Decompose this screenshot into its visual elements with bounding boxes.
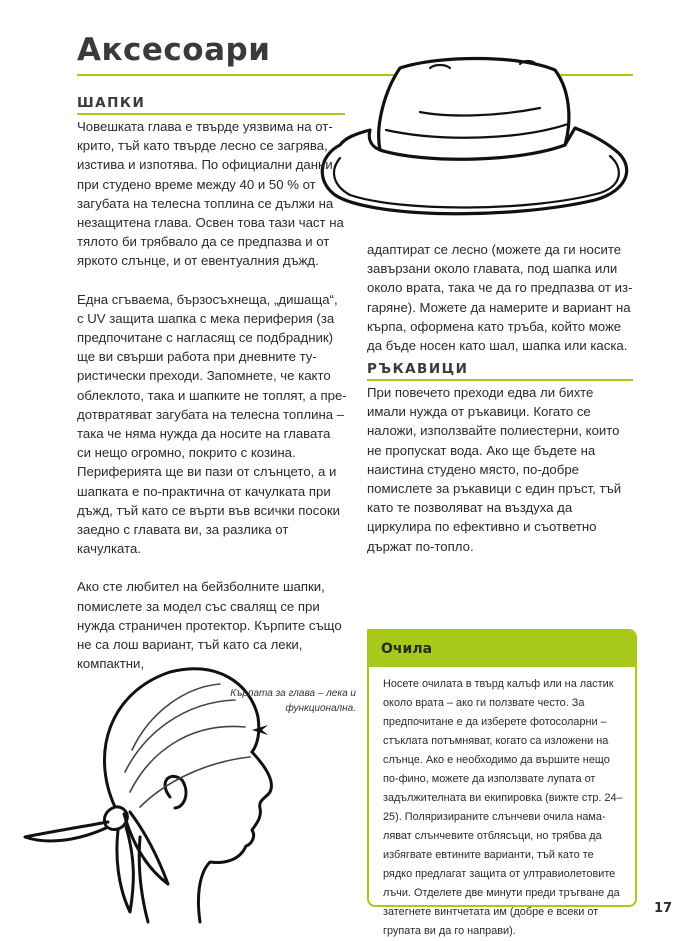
hats-continuation: адаптират се лесно (можете да ги носите завързани около главата, под шапка или около врата, така че да го предпазва от изгаряне). Можете да намерите и вариант на кърпа, оформена като тръба, който може да бъде носен като шал, шапка или каска. <box>367 242 633 354</box>
hats-paragraph-1: Човешката глава е твърде уязвима на открито, тъй като твърде лесно се загрява, изстива и изпотява. По официални данни при студено време между 40 и 50 % от загубата на телесна топлина се дължи на незащитена глава. Освен това тази част на тялото би трябвало да се предпазва и от яркото слънце, и от евентуалния дъжд. <box>77 119 344 269</box>
page-number: 17 <box>654 901 673 916</box>
gloves-heading-rule <box>367 379 633 381</box>
hats-heading: ШАПКИ <box>77 95 146 111</box>
page-title: Аксесоари <box>77 32 271 68</box>
sunglasses-box-title: Очила <box>381 641 433 657</box>
hats-paragraph-2: Една сгъваема, бързосъхнеща, „дишаща“, с UV защита шапка с мека периферия (за предпочитане с нагласящ се подбрадник) ще ви свърши работа при дневните туристически преходи. Запомнете, че както облеклото, така и шапките не топлят, а предотвратяват загубата на телесна топлина – така че няма нужда да носите на главата си нещо огромно, покрито с козина. Периферията ще ви пази от слънцето, а и шапката е по-практична от качулката при дъжд, тъй като се върти във всички посоки заедно с главата ви, за разлика от качулката. <box>77 291 347 557</box>
brimmed-hat-icon <box>310 50 640 225</box>
sunglasses-box-text: Носете очилата в твърд калъф или на ластик около врата – ако ги ползвате често. За предпочитане е да изберете фотосоларни – стъклата потъмняват, когато са изложени на слънце. Ако е необходимо да вършите нещо по-фино, можете да използвате лупата от задължителната ви екипировка (вижте стр. 24–25). Поляризираните слънчеви очила намаляват слънчевите отблясъци, но трябва да избягвате евтините варианти, тъй като те рядко предлагат защита от ултравиолетовите лъчи. Отделете две минути преди тръгване да затегнете винтчетата им (добре е всеки от групата ви да го направи). <box>383 678 623 937</box>
illustration-caption: Кърпата за глава – лека и функционална. <box>230 688 356 714</box>
hats-column <box>77 117 347 673</box>
hat-rule <box>560 74 633 76</box>
sunglasses-box <box>367 629 637 937</box>
gloves-text: При повечето преходи едва ли бихте имали нужда от ръкавици. Когато се наложи, използвайте полиестерни, които не пропускат вода. Ако ще бъдете на наистина студено място, по-добре помислете за ръкавици с един пръст, тъй като те позволяват на въздуха да циркулира по ефективно и съответно държат по-топло. <box>367 385 622 554</box>
hats-heading-rule <box>77 113 345 115</box>
caption-arrow-icon <box>252 725 268 735</box>
sunglasses-box-header <box>369 631 635 667</box>
hats-paragraph-3: Ако сте любител на бейзболните шапки, помислете за модел със свалящ се при нужда страничен протектор. Кърпите също не са лош вариант, тъй като са леки, компактни, <box>77 579 342 672</box>
head-with-bandana-icon <box>20 632 300 932</box>
gloves-heading: РЪКАВИЦИ <box>367 361 469 377</box>
